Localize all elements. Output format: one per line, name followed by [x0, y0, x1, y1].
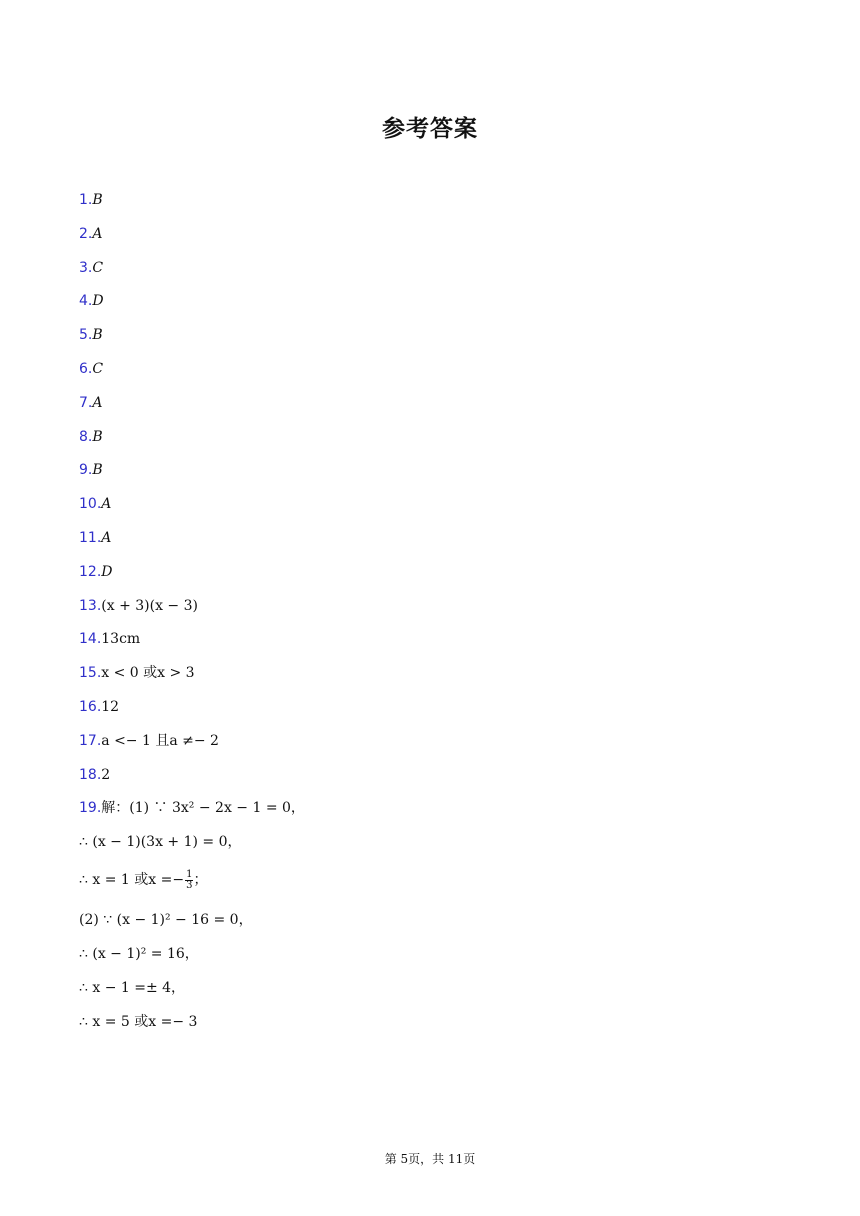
answer-number: 15.: [79, 665, 102, 682]
solution-text: 解：(1) ∵ 3x² − 2x − 1 = 0，: [101, 800, 305, 816]
answer-value: a <− 1 且a ≠− 2: [101, 732, 219, 749]
answer-number: 3.: [79, 259, 93, 276]
answer-value: D: [92, 293, 104, 310]
solution-line: [79, 869, 207, 891]
answer-item: [79, 626, 219, 660]
solution-number: 19.: [79, 800, 102, 816]
answer-value: B: [92, 192, 103, 208]
answer-item: [79, 728, 219, 762]
answer-value: C: [92, 360, 104, 377]
answer-item: [79, 694, 219, 728]
solution-line: (2) ∵ (x − 1)² − 16 = 0，: [79, 912, 253, 928]
answer-number: 13.: [79, 597, 102, 614]
answer-item: [79, 322, 219, 356]
answer-number: 18.: [79, 766, 102, 783]
answer-item: [79, 525, 219, 559]
answer-value: B: [92, 462, 103, 479]
page-footer: 第 5页，共 11页: [384, 1152, 476, 1166]
answer-number: 17.: [79, 732, 102, 749]
answer-item: [79, 660, 219, 694]
page-title: 参考答案: [382, 116, 478, 142]
answer-number: 10.: [79, 496, 102, 513]
answer-number: 6.: [79, 360, 93, 377]
answer-number: 1.: [79, 192, 93, 208]
answer-number: 8.: [79, 428, 93, 445]
answer-number: 7.: [79, 394, 93, 411]
answer-item: [79, 390, 219, 424]
answer-number: 4.: [79, 293, 93, 310]
answer-item: [79, 457, 219, 491]
answer-item: [79, 559, 219, 593]
fraction-denominator: 3: [186, 879, 193, 891]
answer-item: [79, 762, 219, 796]
fraction-numerator: 1: [186, 868, 193, 880]
answer-value: (x + 3)(x − 3): [101, 597, 198, 614]
answer-list: [79, 187, 219, 795]
answer-item: [79, 593, 219, 627]
answer-item: [79, 221, 219, 255]
answer-item: [79, 187, 219, 221]
solution-line: ∴ (x − 1)² = 16，: [79, 946, 199, 962]
answer-number: 14.: [79, 631, 102, 648]
solution-line: ∴ x − 1 =± 4，: [79, 980, 186, 996]
answer-number: 5.: [79, 327, 93, 344]
answer-number: 2.: [79, 225, 93, 242]
answer-value: x < 0 或x > 3: [101, 665, 195, 682]
answer-value: A: [101, 529, 112, 546]
answer-number: 9.: [79, 462, 93, 479]
answer-value: A: [101, 496, 112, 513]
answer-number: 12.: [79, 563, 102, 580]
solution-line: ∴ x = 5 或x =− 3: [79, 1014, 198, 1030]
answer-number: 11.: [79, 529, 102, 546]
answer-value: 2: [101, 766, 111, 783]
solution-line: ∴ (x − 1)(3x + 1) = 0，: [79, 834, 242, 850]
answer-value: D: [101, 563, 113, 580]
solution-text: ∴ x = 1 或x =−: [79, 872, 185, 888]
answer-item: [79, 288, 219, 322]
solution-text: ；: [193, 872, 208, 888]
answer-item: [79, 356, 219, 390]
answer-value: B: [92, 327, 103, 344]
answer-value: A: [92, 394, 103, 411]
answer-item: [79, 255, 219, 289]
answer-item: [79, 491, 219, 525]
answer-value: A: [92, 225, 103, 242]
answer-value: 13cm: [101, 631, 141, 648]
answer-value: 12: [101, 698, 120, 715]
solution-line: [79, 797, 305, 819]
answer-value: C: [92, 259, 104, 276]
answer-value: B: [92, 428, 103, 445]
answer-item: [79, 424, 219, 458]
answer-number: 16.: [79, 698, 102, 715]
